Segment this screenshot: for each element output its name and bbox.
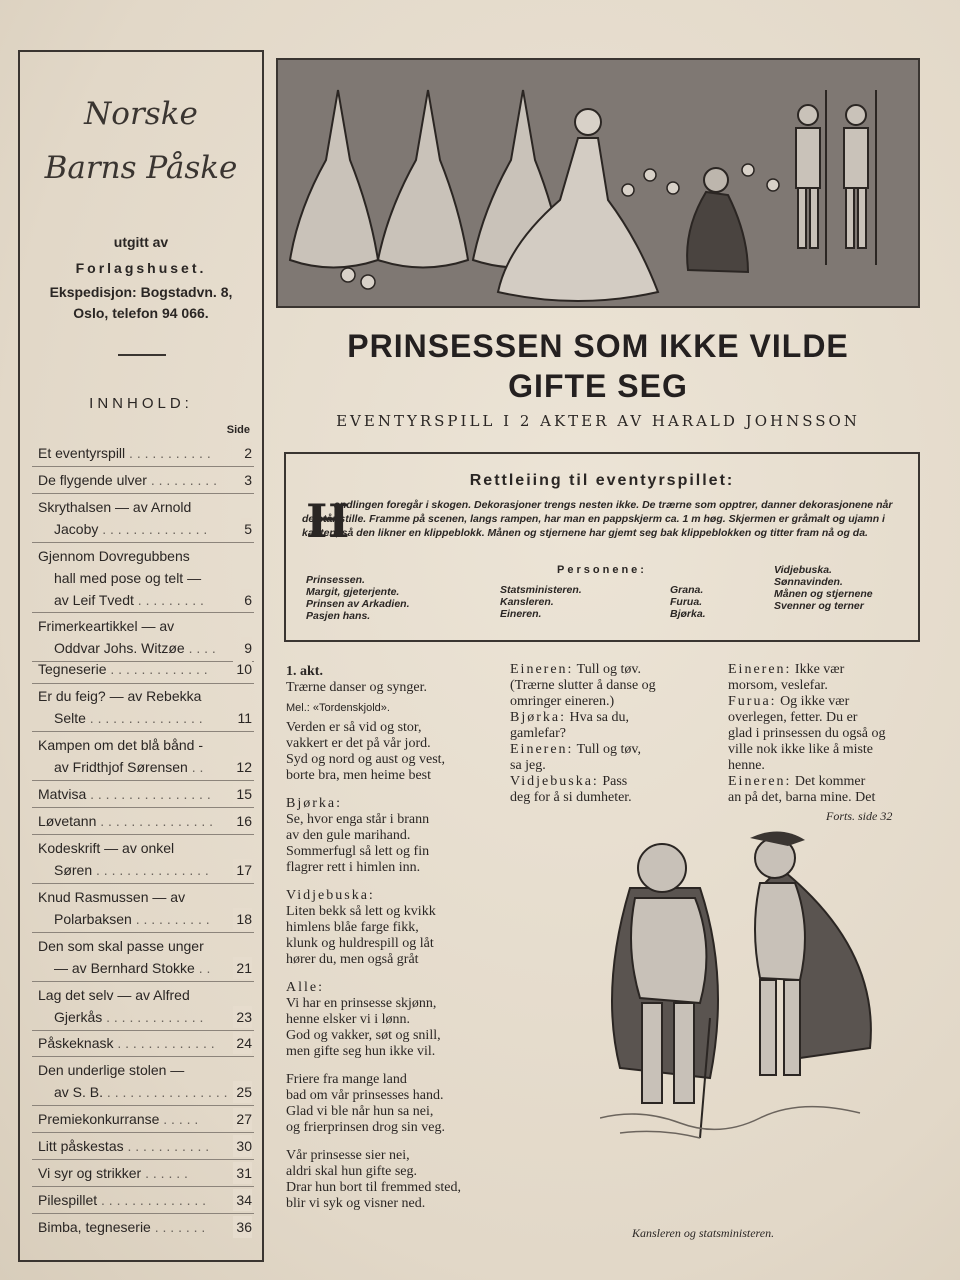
toc-item: Er du feig? — av Rebekka Selte . . . . . . . . . . . . . . . 11 [38, 685, 252, 729]
toc-rule [32, 731, 254, 732]
toc-rule [32, 834, 254, 835]
play-text-column-1: 1. akt. Trærne danser og synger. Mel.: «Tordenskjold». Verden er så vid og stor, vakkert er det på vår jord. Syd og nord og aust og vest, borte bra, men heime best Bjørka: Se, hvor enga står i brann av den gule marihand. Sommerfugl så lett og fin flagrer rett i himlen inn. Vidjebuska: Liten bekk så lett og kvikk himlens blåe farge fikk, klunk og huldrespill og låt hører du, men også gråt Alle: Vi har en prinsesse skjønn, henne elsker vi i lønn. God og vakker, søt og snill, men gifte seg hun ikke vil. Friere fra mange land bad om vår prinsesses hand. Glad vi ble når hun sa nei, og frierprinsen drog sin veg. Vår prinsesse sier nei, aldri skal hun gifte seg. Drar hun bort til fremmed sted, blir vi syk og visner ned. [286, 664, 461, 1211]
toc-item: De flygende ulver . . . . . . . . . 3 [38, 469, 252, 491]
sidebar-masthead [18, 50, 264, 1262]
illustration-caption: Kansleren og statsministeren. [632, 1226, 775, 1240]
article-title-line2: GIFTE SEG [508, 368, 688, 404]
toc-rule [32, 1186, 254, 1187]
publisher-address: Ekspedisjon: Bogstadvn. 8, [49, 284, 233, 300]
toc-item: Et eventyrspill . . . . . . . . . . . 2 [38, 442, 252, 464]
toc-rule [32, 1213, 254, 1214]
persons-list-3: Grana. Furua. Bjørka. [670, 584, 706, 620]
toc-item: Lag det selv — av Alfred Gjerkås . . . . . . . . . . . . . 23 [38, 984, 252, 1028]
toc-rule [32, 807, 254, 808]
persons-heading: Personene: [557, 564, 647, 576]
publisher-line: utgitt av [113, 234, 169, 250]
publisher-phone: Oslo, telefon 94 066. [73, 305, 209, 321]
toc-item: Tegneserie . . . . . . . . . . . . . 10 [38, 658, 252, 680]
toc-rule [32, 780, 254, 781]
toc-rule [32, 1105, 254, 1106]
toc-side-label: Side [226, 424, 250, 436]
instructions-text: andlingen foregår i skogen. Dekorasjoner trengs nesten ikke. De trærne som opptrer, danner dekorasjonene når de står stille. Framme på scenen, langs rampen, har man en pappskjerm ca. 1 m høg. Skjermen er gråmalt og ujamn i kanten, så den likner en klippeblokk. Månen og stjernene har gjemt seg bak klippeblokken og titter fram nå og da. [302, 499, 893, 539]
continued-note: Forts. side 32 [826, 809, 893, 823]
instructions-box [284, 452, 920, 642]
toc-item: Gjennom Dovregubbens hall med pose og telt — av Leif Tvedt . . . . . . . . . 6 [38, 545, 252, 611]
two-men-drawing [600, 828, 920, 1178]
toc-item: Knud Rasmussen — av Polarbaksen . . . . . . . . . . 18 [38, 886, 252, 930]
persons-list-4: Vidjebuska. Sønnavinden. Månen og stjernene Svenner og terner [774, 564, 873, 612]
toc-item: Kampen om det blå bånd - av Fridthjof Sørensen . . 12 [38, 734, 252, 778]
toc-rule [32, 981, 254, 982]
instructions-title: Rettleiing til eventyrspillet: [469, 472, 735, 489]
toc-rule [32, 1159, 254, 1160]
persons-list-1: Prinsessen. Margit, gjeterjente. Prinsen av Arkadien. Pasjen hans. [306, 574, 410, 622]
play-text-column-2: Eineren: Tull og tøv. (Trærne slutter å danse og omringer eineren.) Bjørka: Hva sa du, gamlefar? Eineren: Tull og tøv, sa jeg. Vidjebuska: Pass deg for å si dumheter. [510, 662, 656, 805]
toc-rule [32, 883, 254, 884]
toc-rule [32, 1056, 254, 1057]
toc-rule [32, 1030, 254, 1031]
instructions-dropcap: H [306, 494, 350, 548]
play-text-column-3: Eineren: Ikke vær morsom, veslefar. Furua: Og ikke vær overlegen, fetter. Du er glad i prinsessen du også og ville nok ikke like å miste henne. Eineren: Det kommer an på det, barna mine. Det [728, 662, 886, 805]
toc-rule [32, 612, 254, 613]
toc-rule [32, 1132, 254, 1133]
toc-item: Pilespillet . . . . . . . . . . . . . . 34 [38, 1189, 252, 1211]
toc-item: Skrythalsen — av Arnold Jacoby . . . . . . . . . . . . . . 5 [38, 496, 252, 540]
toc-heading: INNHOLD: [89, 395, 193, 412]
persons-list-2: Statsministeren. Kansleren. Eineren. [500, 584, 582, 620]
toc-item: Løvetann . . . . . . . . . . . . . . . 16 [38, 810, 252, 832]
toc-rule [32, 466, 254, 467]
toc-rule [32, 493, 254, 494]
article-subtitle: EVENTYRSPILL I 2 AKTER AV HARALD JOHNSSON [336, 412, 860, 430]
toc-rule [32, 683, 254, 684]
magazine-logo-line2: Barns Påske [44, 150, 238, 186]
toc-item: Premiekonkurranse . . . . . 27 [38, 1108, 252, 1130]
publisher-name: Forlagshuset. [75, 260, 207, 276]
toc-item: Vi syr og strikker . . . . . . 31 [38, 1162, 252, 1184]
toc-item: Påskeknask . . . . . . . . . . . . . 24 [38, 1032, 252, 1054]
toc-item: Matvisa . . . . . . . . . . . . . . . . 15 [38, 783, 252, 805]
article-title-line1: PRINSESSEN SOM IKKE VILDE [347, 328, 849, 364]
magazine-logo-line1: Norske [84, 96, 198, 132]
princess-scene-illustration [278, 60, 918, 306]
toc-rule [32, 932, 254, 933]
toc-item: Frimerkeartikkel — av Oddvar Johs. Witzøe . . . . 9 [38, 615, 252, 659]
toc-item: Litt påskestas . . . . . . . . . . . 30 [38, 1135, 252, 1157]
masthead-divider [118, 354, 166, 356]
toc-item: Bimba, tegneserie . . . . . . . 36 [38, 1216, 252, 1238]
toc-item: Kodeskrift — av onkel Søren . . . . . . . . . . . . . . . 17 [38, 837, 252, 881]
chancellor-minister-illustration [600, 828, 920, 1178]
toc-item: Den som skal passe unger — av Bernhard Stokke . . 21 [38, 935, 252, 979]
header-illustration [276, 58, 920, 308]
toc-rule [32, 542, 254, 543]
toc-item: Den underlige stolen — av S. B. . . . . . . . . . . . . . . . . 25 [38, 1059, 252, 1103]
